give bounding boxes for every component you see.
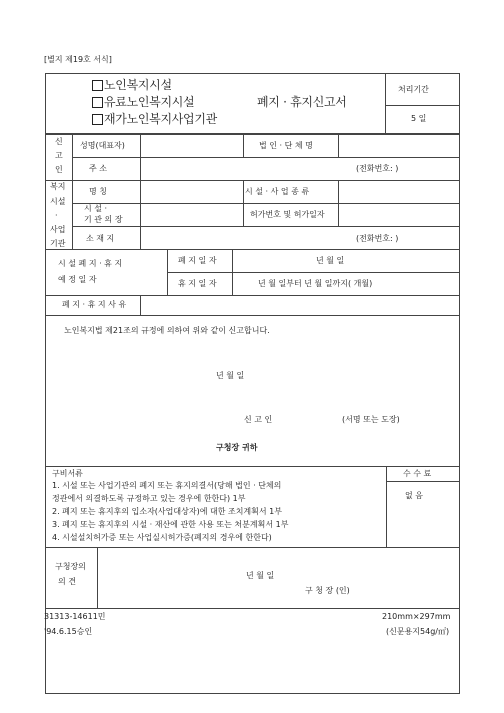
document-item: 3. 폐지 또는 휴지후의 시설 · 재산에 관한 사용 또는 처분계획서 1부 <box>52 520 289 529</box>
facility-location-label: 소 재 지 <box>86 234 115 243</box>
checkbox-icon[interactable] <box>92 97 103 108</box>
closure-date-field[interactable]: 년 월 일 <box>316 256 345 265</box>
reason-field[interactable] <box>141 296 459 314</box>
declaration-signer-label: 신 고 인 <box>244 415 273 424</box>
addressee: 구청장 귀하 <box>216 443 258 452</box>
facility-section-label-4: 사업 <box>50 225 66 234</box>
paper-weight: (신문용지54g/㎡) <box>386 627 450 636</box>
processing-period-label: 처리기간 <box>398 85 429 94</box>
reporter-address-field[interactable] <box>141 158 341 179</box>
facility-head-label-1: 시 설 · <box>84 204 108 213</box>
facility-phone-label: (전화번호: ) <box>356 234 399 243</box>
fee-value: 없 음 <box>405 491 423 500</box>
opinion-date[interactable]: 년 월 일 <box>246 571 275 580</box>
fee-label: 수 수 료 <box>403 469 432 478</box>
facility-type-field[interactable] <box>339 181 459 202</box>
reporter-section-label-3: 인 <box>55 165 63 174</box>
reporter-name-label: 성명(대표자) <box>80 141 125 150</box>
schedule-label-1: 시 설 폐 지 · 휴 지 <box>58 259 123 268</box>
opinion-signer[interactable]: 구 청 장 (인) <box>305 586 350 595</box>
processing-period-value: 5 일 <box>411 114 427 123</box>
facility-name-label: 명 칭 <box>89 187 107 196</box>
paper-size: 210mm×297mm <box>382 612 451 621</box>
facility-head-label-2: 기 관 의 장 <box>84 215 123 224</box>
documents-title: 구비서류 <box>52 469 83 478</box>
suspension-date-label: 휴 지 일 자 <box>178 279 217 288</box>
reporter-phone-label: (전화번호: ) <box>356 164 399 173</box>
facility-permit-field[interactable] <box>339 204 459 225</box>
schedule-label-2: 예 정 일 자 <box>58 275 97 284</box>
reporter-name-field[interactable] <box>141 135 242 156</box>
reporter-section-label-1: 신 <box>55 137 63 146</box>
reporter-org-field[interactable] <box>339 135 459 156</box>
closure-date-label: 폐 지 일 자 <box>178 256 217 265</box>
reporter-org-label: 법 인 · 단 체 명 <box>259 141 313 150</box>
option-elderly-welfare-facility[interactable]: 노인복지시설 <box>92 79 172 91</box>
facility-head-field[interactable] <box>141 204 242 225</box>
reporter-address-label: 주 소 <box>89 164 107 173</box>
checkbox-icon[interactable] <box>92 80 103 91</box>
declaration-text: 노인복지법 제21조의 규정에 의하여 위와 같이 신고합니다. <box>64 326 270 335</box>
suspension-period-field[interactable]: 년 월 일부터 년 월 일까지( 개월) <box>258 279 373 288</box>
facility-section-label-5: 기관 <box>50 239 66 248</box>
form-code: 31313-14611민 <box>44 612 106 621</box>
document-item: 4. 시설설치허가증 또는 사업실시허가증(폐지의 경우에 한한다) <box>52 533 272 542</box>
approval-date: '94.6.15승인 <box>44 627 93 636</box>
document-item: 2. 폐지 또는 휴지후의 입소자(사업대상자)에 대한 조치계획서 1부 <box>52 507 282 516</box>
opinion-label-2: 의 견 <box>58 577 76 586</box>
reason-label: 폐 지 · 휴 지 사 유 <box>62 300 127 309</box>
facility-permit-label: 허가번호 및 허가일자 <box>250 210 325 219</box>
option-paid-elderly-welfare-facility[interactable]: 유료노인복지시설 <box>92 96 194 108</box>
checkbox-icon[interactable] <box>92 114 103 125</box>
opinion-label-1: 구청장의 <box>55 562 86 571</box>
facility-type-label: 시 설 · 사 업 종 류 <box>245 187 310 196</box>
document-item: 정관에서 의결하도록 규정하고 있는 경우에 한한다) 1부 <box>52 494 246 503</box>
facility-section-label-3: · <box>55 211 58 220</box>
facility-name-field[interactable] <box>141 181 242 202</box>
document-item: 1. 시설 또는 사업기관의 폐지 또는 휴지의결서(당해 법인 · 단체의 <box>52 481 282 490</box>
facility-location-field[interactable] <box>141 227 341 248</box>
reporter-section-label-2: 고 <box>55 151 63 160</box>
facility-section-label-1: 복지 <box>50 182 66 191</box>
declaration-seal[interactable]: (서명 또는 도장) <box>342 415 400 424</box>
form-number: [별지 제19호 서식] <box>44 55 112 64</box>
facility-section-label-2: 시설 <box>50 197 66 206</box>
option-home-elderly-welfare-agency[interactable]: 재가노인복지사업기관 <box>92 113 217 125</box>
form-title: 폐지 · 휴지신고서 <box>257 95 347 109</box>
declaration-date[interactable]: 년 월 일 <box>216 371 245 380</box>
